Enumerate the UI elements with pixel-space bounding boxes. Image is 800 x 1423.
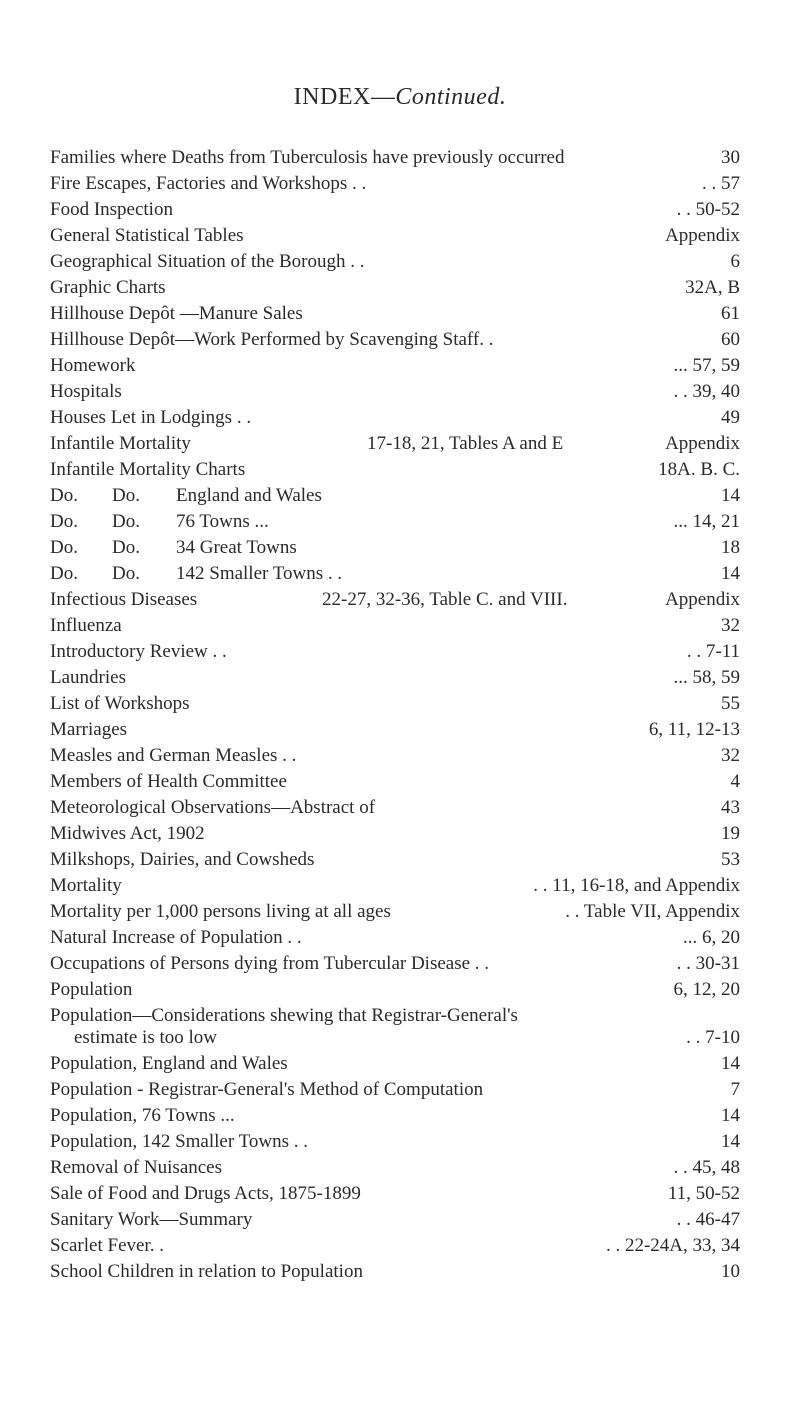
entry-ref: 53 <box>721 849 740 870</box>
entry-ref: 32 <box>721 745 740 766</box>
entry-label: Population <box>50 979 133 1000</box>
entry-ref: 61 <box>721 303 740 324</box>
entry-label: Hillhouse Depôt—Work Performed by Scavenging Staff. . <box>50 329 494 350</box>
entry-label: Members of Health Committee <box>50 771 287 792</box>
entry-label: Midwives Act, 1902 <box>50 823 205 844</box>
entry-ref: . . 46-47 <box>676 1209 740 1230</box>
entry-ref: 60 <box>721 329 740 350</box>
entry-ref: . . 30-31 <box>676 953 740 974</box>
entry-ref: 7 <box>730 1079 740 1100</box>
entry-label: Houses Let in Lodgings . . <box>50 407 252 428</box>
entry-label: Removal of Nuisances <box>50 1157 223 1178</box>
entry-ref: . . 50-52 <box>676 199 740 220</box>
entry-ref: 19 <box>721 823 740 844</box>
title-prefix: INDEX— <box>293 84 396 110</box>
entry-ref: . . 39, 40 <box>673 381 740 402</box>
title-suffix: Continued. <box>395 84 507 110</box>
entry-label: Homework <box>50 355 136 376</box>
entry-label: Marriages <box>50 719 128 740</box>
entry-ref: Appendix <box>665 433 740 454</box>
entry-ref: 32 <box>721 615 740 636</box>
entry-ref: 6 <box>730 251 740 272</box>
ditto-2: Do. <box>112 537 140 558</box>
entry-label: Population, England and Wales <box>50 1053 288 1074</box>
ditto-1: Do. <box>50 537 78 558</box>
entry-mid-ref: 17-18, 21, Tables A and E <box>367 433 564 454</box>
ditto-2: Do. <box>112 511 140 532</box>
ditto-1: Do. <box>50 563 78 584</box>
subentry-label: 142 Smaller Towns . . <box>176 563 343 584</box>
entry-label: Hillhouse Depôt —Manure Sales <box>50 303 303 324</box>
entry-ref: Appendix <box>665 225 740 246</box>
entry-label: Infantile Mortality Charts <box>50 459 246 480</box>
entry-ref: . . Table VII, Appendix <box>565 901 740 922</box>
entry-ref: ... 14, 21 <box>673 511 740 532</box>
entry-ref: . . 11, 16-18, and Appendix <box>533 875 740 896</box>
entry-label: Infectious Diseases <box>50 589 198 610</box>
entry-label: Population - Registrar-General's Method of Computation <box>50 1079 484 1100</box>
entry-label: Measles and German Measles . . <box>50 745 297 766</box>
entry-label: Occupations of Persons dying from Tubercular Disease . . <box>50 953 490 974</box>
entry-ref: Appendix <box>665 589 740 610</box>
entry-label: Scarlet Fever. . <box>50 1235 164 1256</box>
entry-ref: 14 <box>721 563 740 584</box>
entry-ref: . . 57 <box>702 173 740 194</box>
entry-label: Laundries <box>50 667 126 688</box>
ditto-1: Do. <box>50 485 78 506</box>
entry-ref: 11, 50-52 <box>667 1183 740 1204</box>
entry-ref: 14 <box>721 1053 740 1074</box>
entry-label: General Statistical Tables <box>50 225 244 246</box>
entry-label: Meteorological Observations—Abstract of <box>50 797 376 818</box>
entry-label: estimate is too low <box>74 1027 218 1048</box>
entry-ref: 10 <box>721 1261 740 1282</box>
entry-label: Geographical Situation of the Borough . . <box>50 251 365 272</box>
entry-ref: 32A, B <box>685 277 740 298</box>
entry-label: Population, 142 Smaller Towns . . <box>50 1131 308 1152</box>
subentry-label: 34 Great Towns <box>176 537 297 558</box>
entry-ref: 4 <box>730 771 740 792</box>
entry-ref: 49 <box>721 407 740 428</box>
entry-label: School Children in relation to Population <box>50 1261 363 1282</box>
subentry-label: 76 Towns ... <box>176 511 269 532</box>
entry-ref: ... 57, 59 <box>673 355 740 376</box>
ditto-2: Do. <box>112 563 140 584</box>
ditto-2: Do. <box>112 485 140 506</box>
entry-label: Population—Considerations shewing that Registrar-General's <box>50 1005 518 1026</box>
entry-label: Introductory Review . . <box>50 641 227 662</box>
entry-label: Hospitals <box>50 381 122 402</box>
entry-ref: 55 <box>721 693 740 714</box>
entry-ref: 6, 12, 20 <box>673 979 740 1000</box>
ditto-1: Do. <box>50 511 78 532</box>
entry-ref: 18 <box>721 537 740 558</box>
entry-label: Food Inspection <box>50 199 173 220</box>
entry-label: Sanitary Work—Summary <box>50 1209 253 1230</box>
entry-label: Sale of Food and Drugs Acts, 1875-1899 <box>50 1183 361 1204</box>
entry-label: Mortality <box>50 875 122 896</box>
entry-label: Families where Deaths from Tuberculosis have previously occurred <box>50 147 565 168</box>
entry-ref: 18A. B. C. <box>658 459 740 480</box>
entry-ref: 14 <box>721 1105 740 1126</box>
entry-ref: . . 7-10 <box>686 1027 740 1048</box>
entry-ref: . . 22-24A, 33, 34 <box>605 1235 740 1256</box>
entry-ref: 6, 11, 12-13 <box>648 719 740 740</box>
entry-label: Natural Increase of Population . . <box>50 927 302 948</box>
entry-label: Fire Escapes, Factories and Workshops . . <box>50 173 367 194</box>
entry-ref: 14 <box>721 485 740 506</box>
entry-label: Graphic Charts <box>50 277 166 298</box>
entry-ref: 14 <box>721 1131 740 1152</box>
entry-ref: 43 <box>721 797 740 818</box>
entry-ref: ... 6, 20 <box>683 927 740 948</box>
entry-label: Influenza <box>50 615 122 636</box>
entry-label: Milkshops, Dairies, and Cowsheds <box>50 849 315 870</box>
entry-ref: . . 7-11 <box>686 641 740 662</box>
entry-ref: 30 <box>721 147 740 168</box>
entry-label: Mortality per 1,000 persons living at all ages <box>50 901 391 922</box>
entry-ref: . . 45, 48 <box>673 1157 740 1178</box>
subentry-label: England and Wales <box>176 485 322 506</box>
page-title <box>0 84 800 111</box>
entry-label: List of Workshops <box>50 693 190 714</box>
entry-label: Population, 76 Towns ... <box>50 1105 235 1126</box>
entry-label: Infantile Mortality <box>50 433 191 454</box>
entry-ref: ... 58, 59 <box>673 667 740 688</box>
entry-mid-ref: 22-27, 32-36, Table C. and VIII. <box>322 589 568 610</box>
